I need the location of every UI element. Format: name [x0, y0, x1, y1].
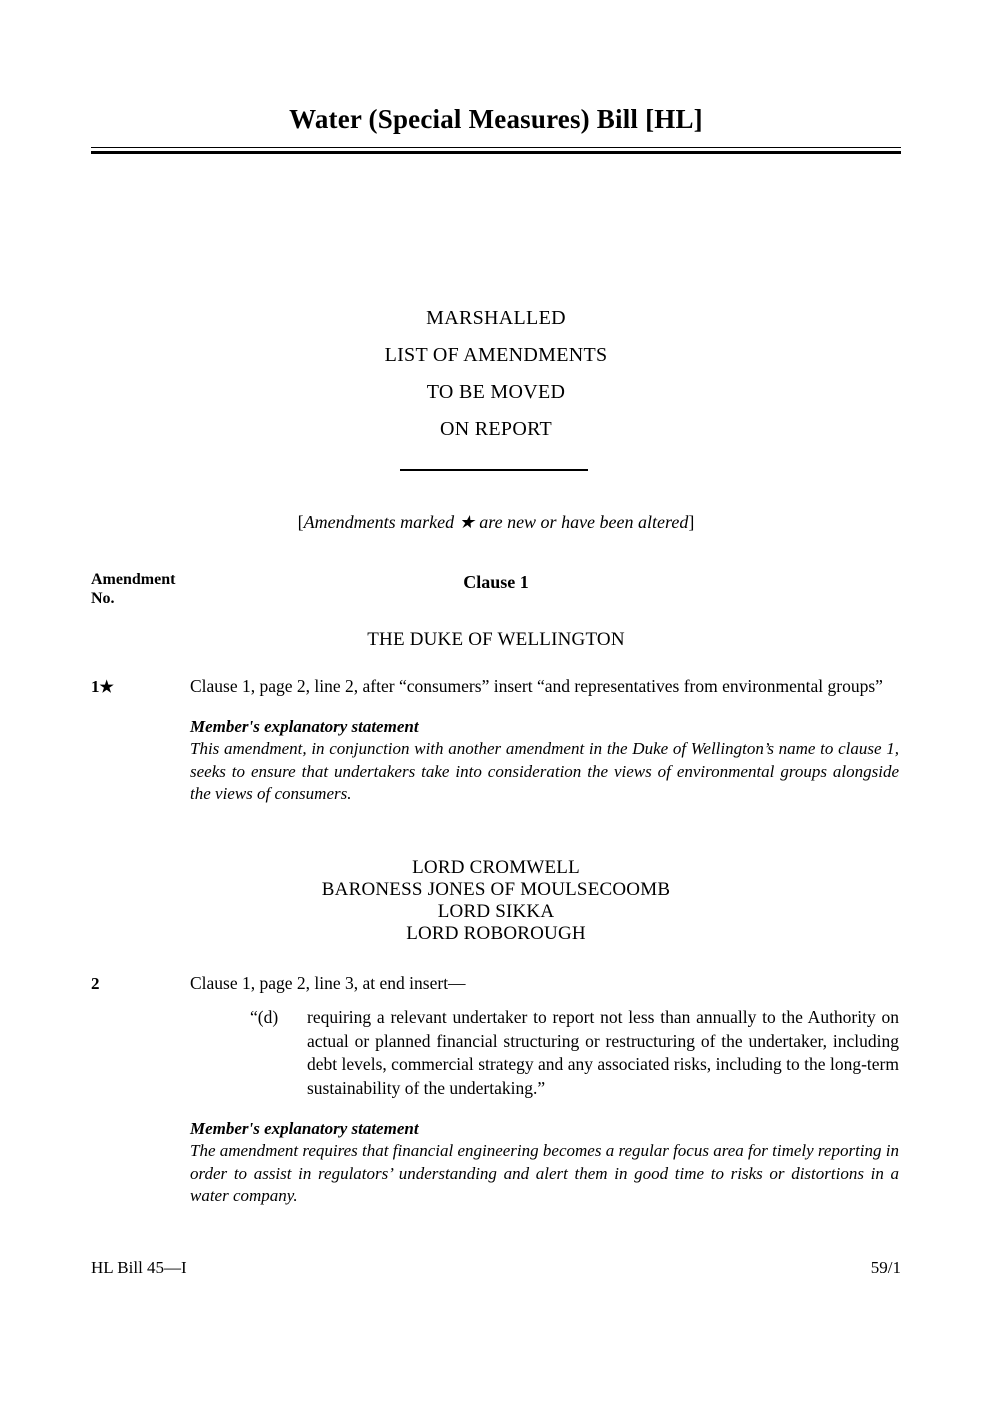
page-footer — [91, 1258, 901, 1278]
marshalled-list-header — [91, 300, 901, 448]
header-line-3: TO BE MOVED — [426, 381, 566, 403]
inset-subparagraph-text: requiring a relevant undertaker to report not less than annually to the Authority on actual or planned financial structuring or restructuring of the undertaker, including debt levels, commercial strategy and any associated risks, including to the long-term sustainability of the undertaking.” — [307, 1007, 899, 1098]
starred-note-close-bracket: ] — [688, 512, 695, 532]
amendment-number — [91, 972, 181, 996]
amendment-text: Clause 1, page 2, line 2, after “consumers” insert “and representatives from environmental groups” — [190, 676, 883, 696]
amendment-no-label-line1: Amendment — [91, 571, 176, 588]
sponsor-name: LORD ROBOROUGH — [406, 923, 586, 944]
title-divider-rules — [91, 147, 901, 154]
amendment-number-value: 2 — [91, 974, 100, 993]
explanatory-statement — [190, 716, 899, 806]
explanatory-statement-text: The amendment requires that financial engineering becomes a regular focus area for timely reporting in order to assist in regulators’ understanding and alert them in good time to risks or distortions in a water company. — [190, 1141, 899, 1205]
amendment-number — [91, 675, 181, 699]
page-reference: 59/1 — [870, 1258, 901, 1277]
amendment-body — [190, 972, 899, 1208]
header-divider-rule — [400, 469, 588, 471]
sponsor-group-1 — [91, 629, 901, 651]
amendment-text: Clause 1, page 2, line 3, at end insert— — [190, 973, 466, 993]
explanatory-statement-text: This amendment, in conjunction with another amendment in the Duke of Wellington’s name to clause 1, seeks to ensure that undertakers take into consideration the views of environmental groups alongside the views of consumers. — [190, 739, 899, 803]
page-title: Water (Special Measures) Bill [HL] — [289, 104, 703, 134]
amendment-no-label-line2: No. — [91, 590, 115, 607]
amendment-entry — [91, 972, 901, 1208]
explanatory-statement-title: Member's explanatory statement — [190, 717, 419, 736]
sponsor-name: LORD CROMWELL — [412, 857, 580, 878]
bill-reference: HL Bill 45—I — [91, 1258, 187, 1277]
starred-note-open-bracket: [ — [297, 512, 304, 532]
explanatory-statement-title: Member's explanatory statement — [190, 1119, 419, 1138]
amendment-number-value: 1 — [91, 677, 100, 696]
title-rule-thick — [91, 151, 901, 154]
sponsor-name: LORD SIKKA — [437, 901, 555, 922]
clause-heading: Clause 1 — [463, 572, 529, 592]
amendment-entry — [91, 675, 901, 806]
new-amendment-star-icon: ★ — [99, 679, 114, 696]
starred-note-text: Amendments marked ★ are new or have been altered — [303, 512, 689, 532]
header-line-2: LIST OF AMENDMENTS — [384, 344, 608, 366]
sponsor-group-2 — [91, 857, 901, 945]
sponsor-name: THE DUKE OF WELLINGTON — [367, 629, 625, 650]
inset-subparagraph — [250, 1006, 899, 1100]
header-line-4: ON REPORT — [439, 418, 553, 440]
inset-subparagraph-marker: “(d) — [250, 1007, 279, 1027]
amendment-body — [190, 675, 899, 806]
explanatory-statement — [190, 1118, 899, 1208]
starred-amendments-note — [91, 512, 901, 533]
header-line-1: MARSHALLED — [426, 307, 566, 329]
sponsor-name: BARONESS JONES OF MOULSECOOMB — [321, 879, 671, 900]
